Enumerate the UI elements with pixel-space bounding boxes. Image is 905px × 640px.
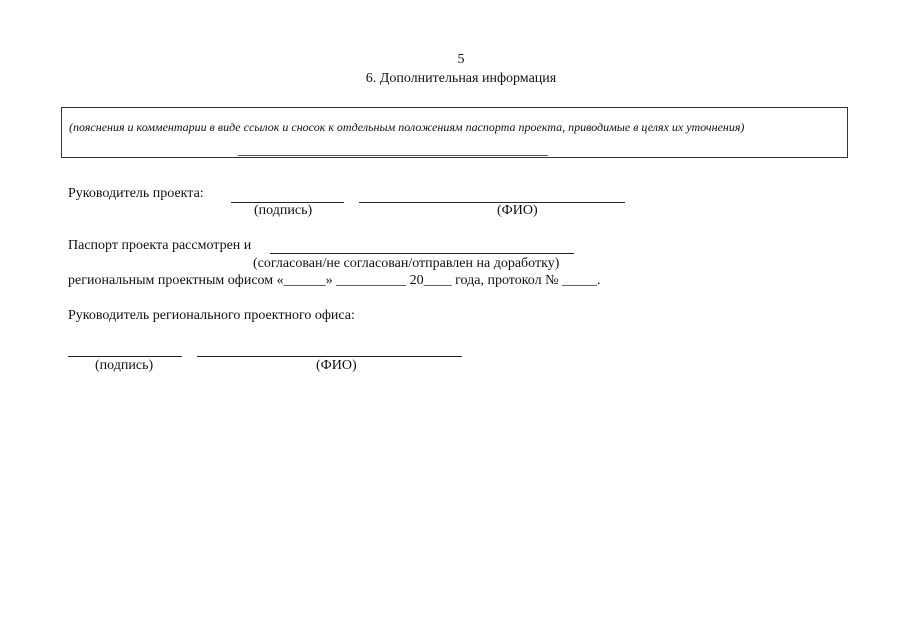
project-lead-signature-caption: (подпись)	[254, 203, 313, 218]
passport-review-status-line	[270, 253, 574, 254]
project-lead-name-line	[359, 202, 625, 203]
project-lead-label: Руководитель проекта:	[68, 186, 204, 201]
office-lead-signature-line	[68, 356, 182, 357]
project-lead-name-caption: (ФИО)	[497, 203, 538, 218]
passport-review-label: Паспорт проекта рассмотрен и	[68, 238, 252, 253]
section-title: 6. Дополнительная информация	[365, 71, 557, 86]
office-lead-label: Руководитель регионального проектного офиса:	[68, 308, 355, 323]
passport-review-status-caption: (согласован/не согласован/отправлен на доработку)	[253, 256, 560, 271]
additional-info-box	[61, 107, 848, 158]
office-lead-signature-caption: (подпись)	[95, 358, 154, 373]
passport-review-office-line: региональным проектным офисом «______» __________ 20____ года, протокол № _____.	[68, 273, 601, 288]
page-number: 5	[457, 52, 465, 67]
info-box-underline	[238, 155, 548, 156]
info-box-text: (пояснения и комментарии в виде ссылок и сносок к отдельным положениям паспорта проекта, приводимые в целях их уточнения)	[69, 120, 745, 134]
office-lead-name-caption: (ФИО)	[316, 358, 357, 373]
office-lead-name-line	[197, 356, 462, 357]
